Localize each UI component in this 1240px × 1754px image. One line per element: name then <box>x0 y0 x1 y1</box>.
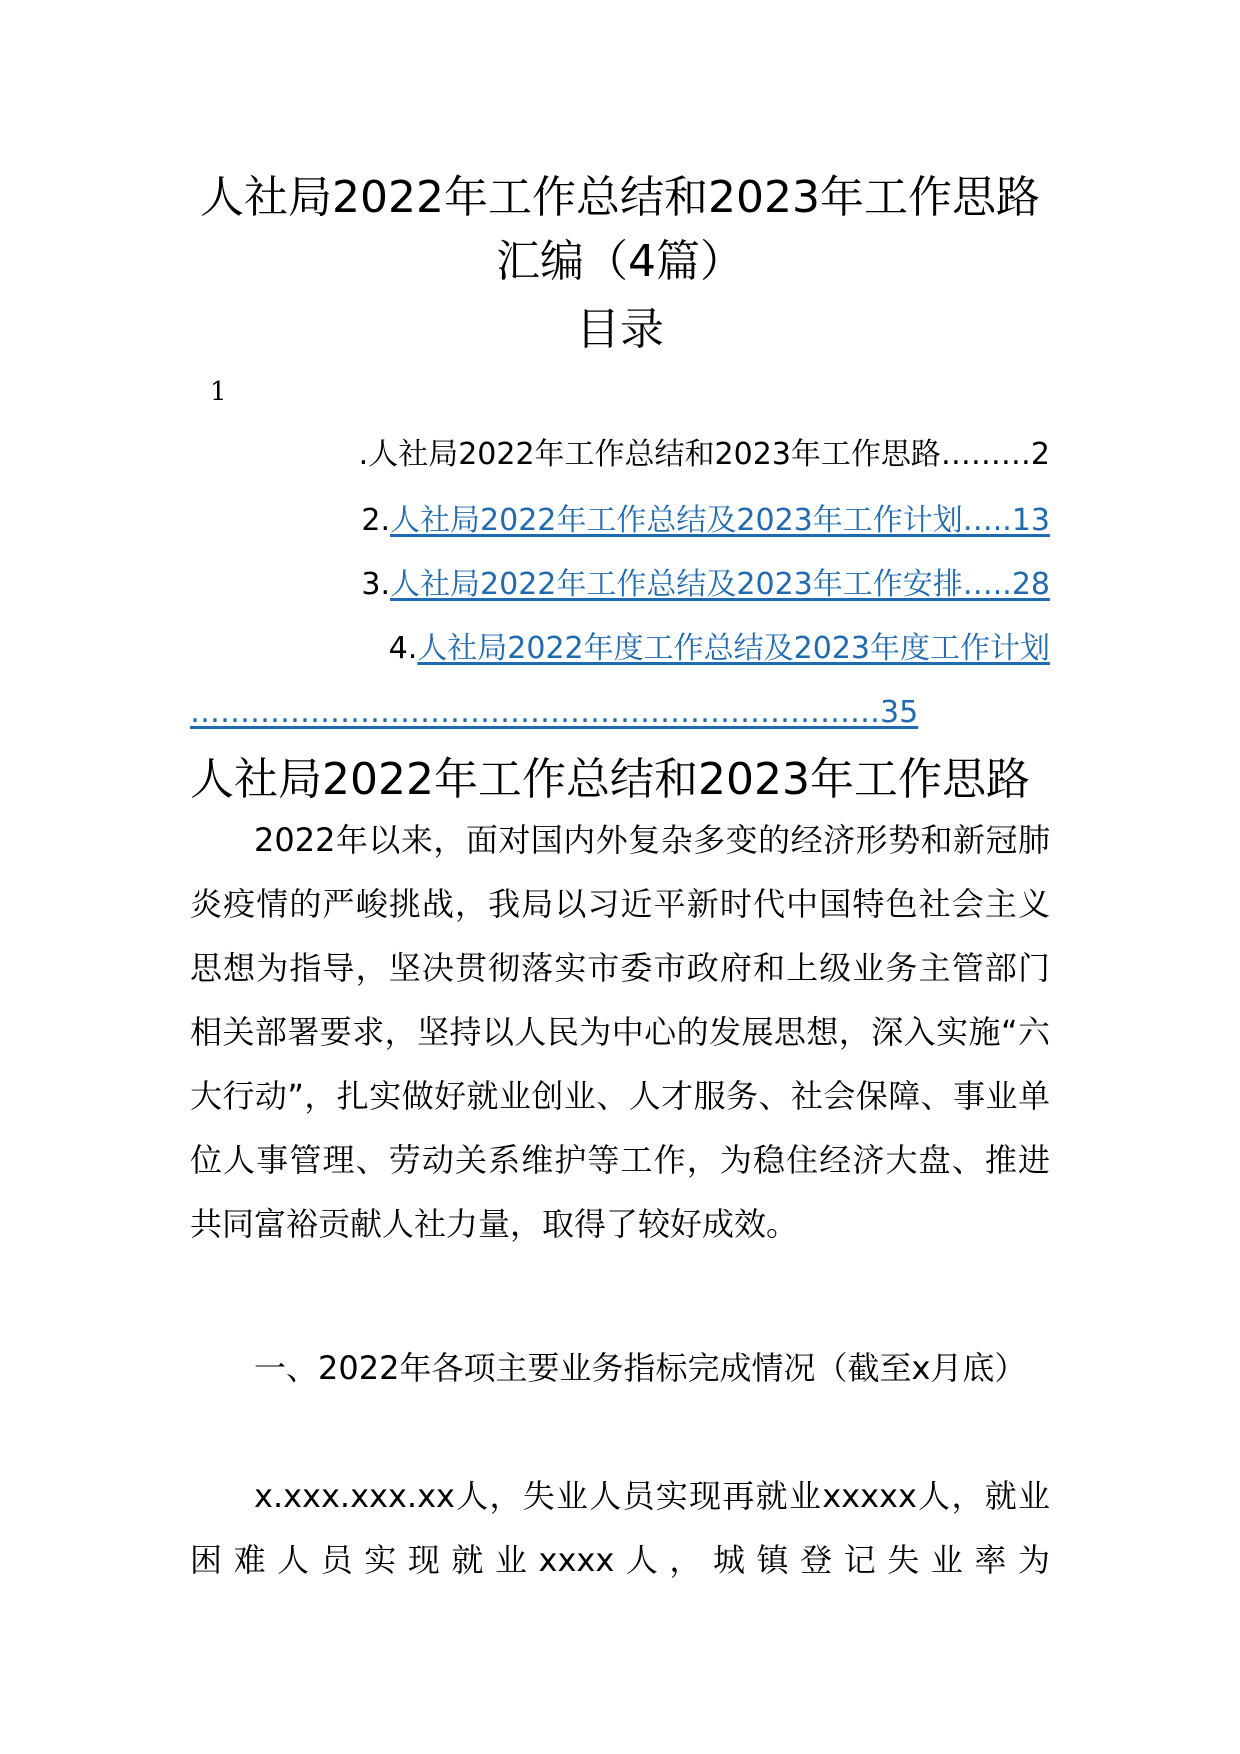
toc-item-4-continued[interactable] <box>190 690 1050 736</box>
toc-heading: 目录 <box>576 304 664 355</box>
body-paragraph-2: 一、2022年各项主要业务指标完成情况（截至x月底） <box>254 1349 1027 1387</box>
body-paragraph-1: 2022年以来，面对国内外复杂多变的经济形势和新冠肺炎疫情的严峻挑战，我局以习近平新时代中国特色社会主义思想为指导，坚决贯彻落实市委市政府和上级业务主管部门相关部署要求，坚持以人民为中心的发展思想，深入实施“六大行动”，扎实做好就业创业、人才服务、社会保障、事业单位人事管理、劳动关系维护等工作，为稳住经济大盘、推进共同富裕贡献人社力量，取得了较好成效。 <box>190 821 1050 1243</box>
body-paragraph-3: x.xxx.xxx.xx人，失业人员实现再就业xxxxx人，就业困难人员实现就业xxxx人，城镇登记失业率为 <box>190 1477 1050 1579</box>
section-title: 人社局2022年工作总结和2023年工作思路 <box>190 754 1030 805</box>
document-title: 人社局2022年工作总结和2023年工作思路 <box>200 172 1040 223</box>
toc-item-2[interactable] <box>190 498 1050 544</box>
toc-item-prefix: 2. <box>361 503 391 538</box>
toc-link-4[interactable]: 人社局2022年度工作总结及2023年度工作计划 <box>417 631 1050 666</box>
toc-link-4-leader[interactable]: ……………………………………………………………35 <box>190 695 919 730</box>
toc-item-4[interactable] <box>190 626 1050 672</box>
document-title-continued: 汇编（4篇） <box>496 236 744 287</box>
toc-link-2[interactable]: 人社局2022年工作总结及2023年工作计划…..13 <box>390 503 1050 538</box>
toc-item-prefix: 3. <box>361 567 391 602</box>
toc-item-1[interactable]: .人社局2022年工作总结和2023年工作思路………2 <box>358 437 1050 472</box>
toc-item-prefix: 4. <box>388 631 418 666</box>
toc-item-number: 1 <box>210 377 227 407</box>
toc-item-3[interactable] <box>190 562 1050 608</box>
toc-link-3[interactable]: 人社局2022年工作总结及2023年工作安排…..28 <box>390 567 1050 602</box>
